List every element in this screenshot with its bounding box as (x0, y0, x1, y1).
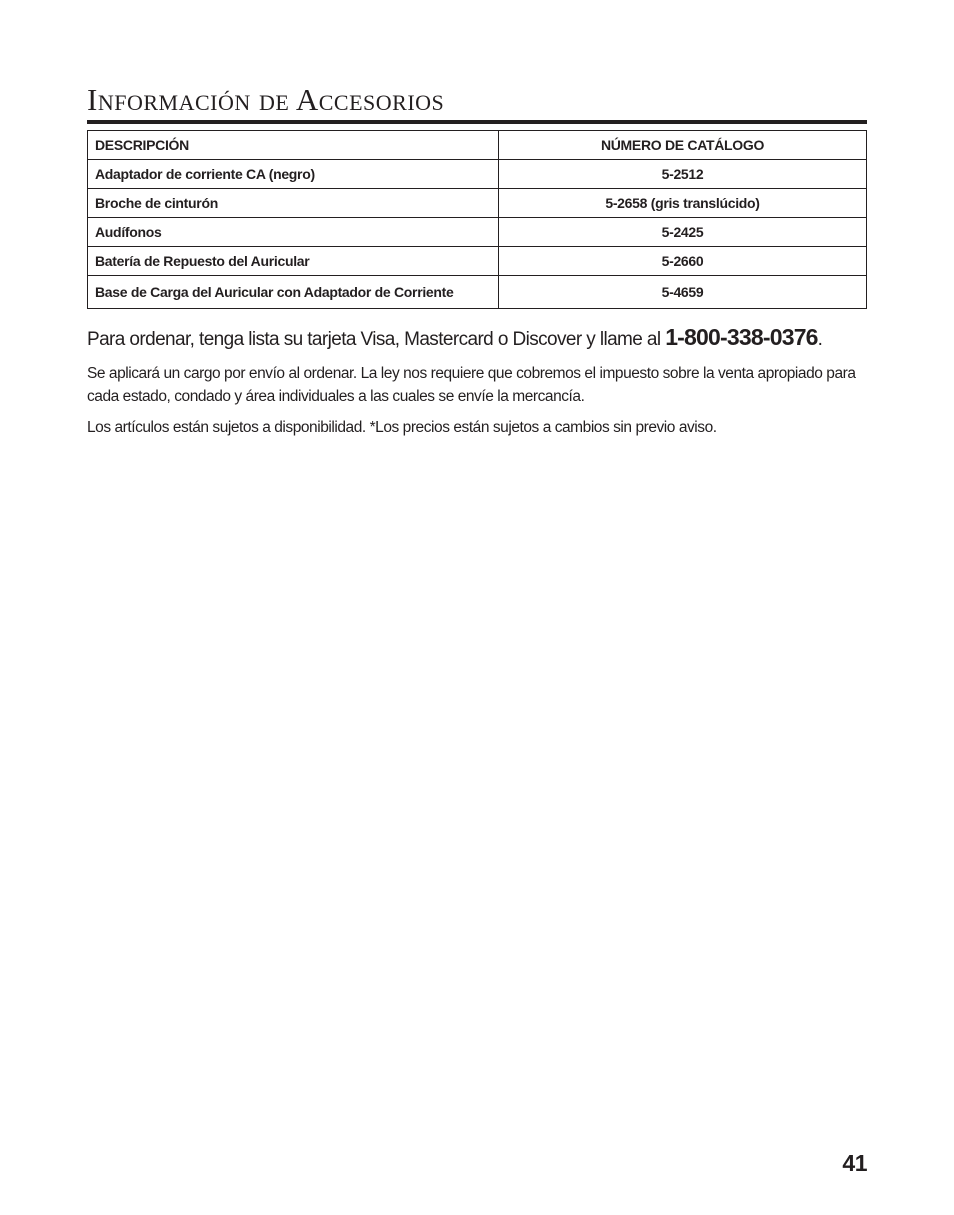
row-catalog-number: 5-4659 (499, 276, 867, 309)
availability-note: Los artículos están sujetos a disponibilidad. *Los precios están sujetos a cambios sin previo aviso. (87, 419, 717, 436)
table-row (88, 189, 867, 218)
accessories-table (87, 130, 867, 309)
table-row (88, 247, 867, 276)
title-rule (87, 120, 867, 124)
row-description: Base de Carga del Auricular con Adaptador de Corriente (88, 276, 499, 309)
order-text: Para ordenar, tenga lista su tarjeta Visa, Mastercard o Discover y llame al (87, 329, 666, 350)
row-description: Audífonos (88, 218, 499, 247)
row-description: Adaptador de corriente CA (negro) (88, 160, 499, 189)
header-description: DESCRIPCIÓN (88, 131, 499, 160)
table-header-row (88, 131, 867, 160)
order-end: . (817, 329, 823, 350)
row-catalog-number: 5-2658 (gris translúcido) (499, 189, 867, 218)
header-catalog-number: NÚMERO DE CATÁLOGO (499, 131, 867, 160)
row-catalog-number: 5-2425 (499, 218, 867, 247)
table-row (88, 160, 867, 189)
row-catalog-number: 5-2660 (499, 247, 867, 276)
table-row (88, 218, 867, 247)
page-title: Información de Accesorios (87, 82, 445, 117)
row-catalog-number: 5-2512 (499, 160, 867, 189)
page-content (87, 80, 867, 439)
page-number: 41 (842, 1150, 867, 1176)
shipping-note: Se aplicará un cargo por envío al ordenar. La ley nos requiere que cobremos el impuesto sobre la venta apropiado para cada estado, condado y área individuales a las cuales se envíe la mercancía. (87, 365, 856, 405)
row-description: Broche de cinturón (88, 189, 499, 218)
order-phone-number: 1-800-338-0376 (665, 324, 818, 350)
order-instructions (87, 323, 867, 354)
table-row (88, 276, 867, 309)
row-description: Batería de Repuesto del Auricular (88, 247, 499, 276)
